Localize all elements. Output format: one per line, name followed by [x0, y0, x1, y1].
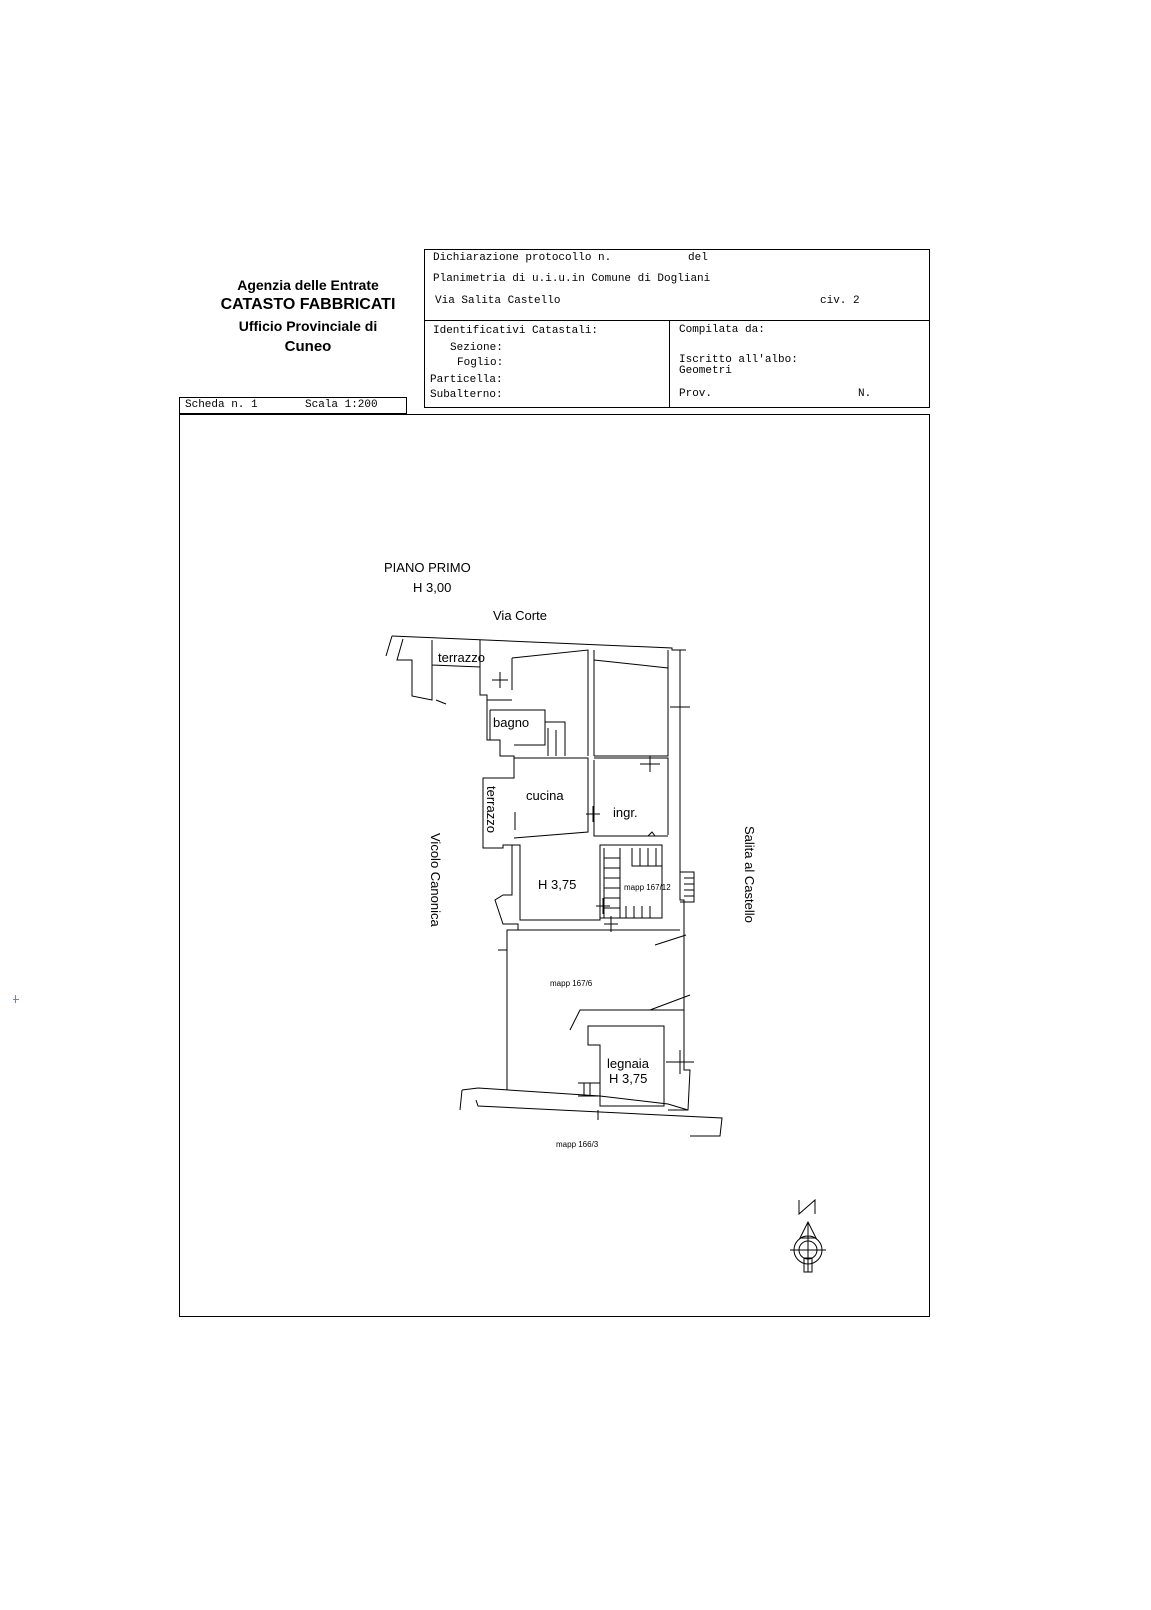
civ-value: civ. 2 [820, 295, 860, 307]
particella-label: Particella: [430, 374, 503, 386]
floor-label: PIANO PRIMO [384, 560, 471, 575]
mapp-stair-label: mapp 167/12 [624, 883, 671, 892]
agency-name: Agenzia delle Entrate [237, 277, 379, 293]
identificativi-label: Identificativi Catastali: [433, 325, 599, 337]
terrazzo-top-label: terrazzo [438, 650, 485, 665]
floor-height-label: H 3,00 [413, 580, 452, 595]
compilata-label: Compilata da: [679, 324, 765, 336]
scheda-label: Scheda n. 1 [185, 399, 258, 411]
sezione-label: Sezione: [450, 342, 503, 354]
planimetria-label: Planimetria di u.i.u.in Comune di Dogliani [433, 273, 711, 285]
del-label: del [688, 252, 708, 264]
prov-label: Prov. [679, 388, 713, 400]
address-value: Via Salita Castello [435, 295, 561, 307]
mapp-south-label: mapp 166/3 [556, 1140, 599, 1149]
street-north-label: Via Corte [493, 608, 547, 623]
legnaia-label: legnaia [607, 1056, 649, 1071]
catasto-title: CATASTO FABBRICATI [220, 296, 396, 313]
cucina-label: cucina [526, 788, 564, 803]
legnaia-height-label: H 3,75 [609, 1071, 648, 1086]
ufficio-label: Ufficio Provinciale di [238, 318, 378, 334]
street-west-label: Vicolo Canonica [428, 833, 443, 927]
ingr-label: ingr. [613, 805, 638, 820]
terrazzo-side-label: terrazzo [484, 786, 499, 833]
bagno-label: bagno [493, 715, 530, 730]
street-east-label: Salita al Castello [742, 826, 757, 923]
room-height-label: H 3,75 [538, 877, 577, 892]
foglio-label: Foglio: [457, 357, 504, 369]
dichiarazione-label: Dichiarazione protocollo n. [433, 252, 612, 264]
office-city: Cuneo [284, 338, 332, 355]
n-label: N. [858, 388, 872, 400]
mapp-court-label: mapp 167/6 [550, 979, 593, 988]
iscritto-label: Iscritto all'albo: [679, 354, 798, 366]
north-arrow-icon [790, 1200, 826, 1272]
albo-value: Geometri [679, 365, 732, 377]
subalterno-label: Subalterno: [430, 389, 503, 401]
scala-label: Scala 1:200 [305, 399, 378, 411]
